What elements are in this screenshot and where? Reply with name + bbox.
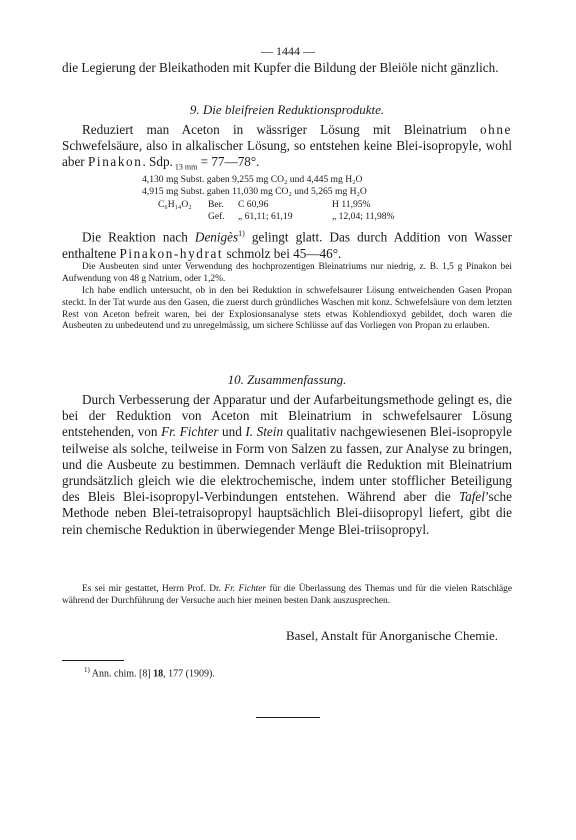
found-carbon: „ 61,11; 61,19 xyxy=(238,211,293,222)
found-hydrogen: „ 12,04; 11,98% xyxy=(332,211,395,222)
formula: C₆H₁₄O₂ xyxy=(158,199,192,210)
analysis-line-1: 4,130 mg Subst. gaben 9,255 mg CO₂ und 4,445 mg H₂O xyxy=(142,174,363,185)
analysis-line-2: 4,915 mg Subst. gaben 11,030 mg CO₂ und 5,265 mg H₂O xyxy=(142,186,367,197)
calc-hydrogen: H 11,95% xyxy=(332,199,371,210)
section-10-heading: 10. Zusammenfassung. xyxy=(227,372,347,387)
yield-note: Die Ausbeuten sind unter Verwendung des hochprozentigen Bleinatriums nur niedrig, z. B. 1,5 g Pinakon bei Aufwendung von 48 g Natrium, oder 1,2%. xyxy=(62,262,512,284)
section-9-heading: 9. Die bleifreien Reduktionsprodukte. xyxy=(189,102,385,117)
summary-paragraph: Durch Verbesserung der Apparatur und der Aufarbeitungsmethode gelingt es, die bei der Reduktion von Aceton mit Bleinatrium in schwefelsaurer Lösung entstehenden, von Fr. Fichter und I. Stein qualitativ nachgewiesenen Blei-isopropyle teilweise als solche, teilweise in Form von Salzen zu fassen, zur Analyse zu bringen, und die Ausbeute zu bestimmen. Demnach verläuft die Reduktion mit Bleinatrium grundsätzlich gleich wie die elektrochemische, indem unter stofflicher Beteiligung des Bleis Blei-isopropyl-Verbindungen entstehen. Während aber die Tafel’sche Methode neben Blei-tetraisopropyl hauptsächlich Blei-diisopropyl liefert, gibt die rein chemische Reduktion in überwiegender Menge Blei-triisopropyl. xyxy=(62,392,513,537)
footnote-rule xyxy=(62,660,124,661)
found-label: Gef. xyxy=(208,211,225,222)
calc-carbon: C 60,96 xyxy=(238,199,269,210)
calc-label: Ber. xyxy=(208,199,224,210)
propane-note: Ich habe endlich untersucht, ob in den bei Reduktion in schwefelsaurer Lösung entweichenden Gasen Propan steckt. In der Tat wurde aus den Gasen, die zuerst durch gründliches Waschen mit konz. Schwefelsäure von dem letzten Rest von Aceton befreit waren, bei der Explosionsanalyse stets etwas Kohlendioxyd gebildet, doch waren die Ausbeuten zu unbedeutend und zu unregelmässig, um sichere Schlüsse auf das Vorliegen von Propan zu erlauben. xyxy=(62,286,512,332)
section-9-paragraph-1: Reduziert man Aceton in wässriger Lösung mit Bleinatrium ohne Schwefelsäure, also in alkalischer Lösung, so entstehen keine Blei-isopropyle, wohl aber Pinakon. Sdp. $_{13 mm}$ = 77—78°. xyxy=(62,122,512,173)
page-number: — 1444 — xyxy=(261,44,315,58)
signature: Basel, Anstalt für Anorganische Chemie. xyxy=(285,628,498,643)
intro-paragraph: die Legierung der Bleikathoden mit Kupfer die Bildung der Bleiöle nicht gänzlich. xyxy=(62,60,499,75)
acknowledgement: Es sei mir gestattet, Herrn Prof. Dr. Fr. Fichter für die Überlassung des Themas und für die vielen Ratschläge während der Durchführung der Versuche auch hier meinen besten Dank auszusprechen. xyxy=(62,584,512,606)
end-rule xyxy=(256,717,320,718)
section-9-paragraph-2: Die Reaktion nach Denigès$^{1)}$ gelingt glatt. Das durch Addition von Wasser enthaltene Pinakon-hydrat schmolz bei 45—46°. xyxy=(62,229,513,261)
footnote: $^{1)}$ Ann. chim. [8] 18, 177 (1909). xyxy=(84,666,215,680)
